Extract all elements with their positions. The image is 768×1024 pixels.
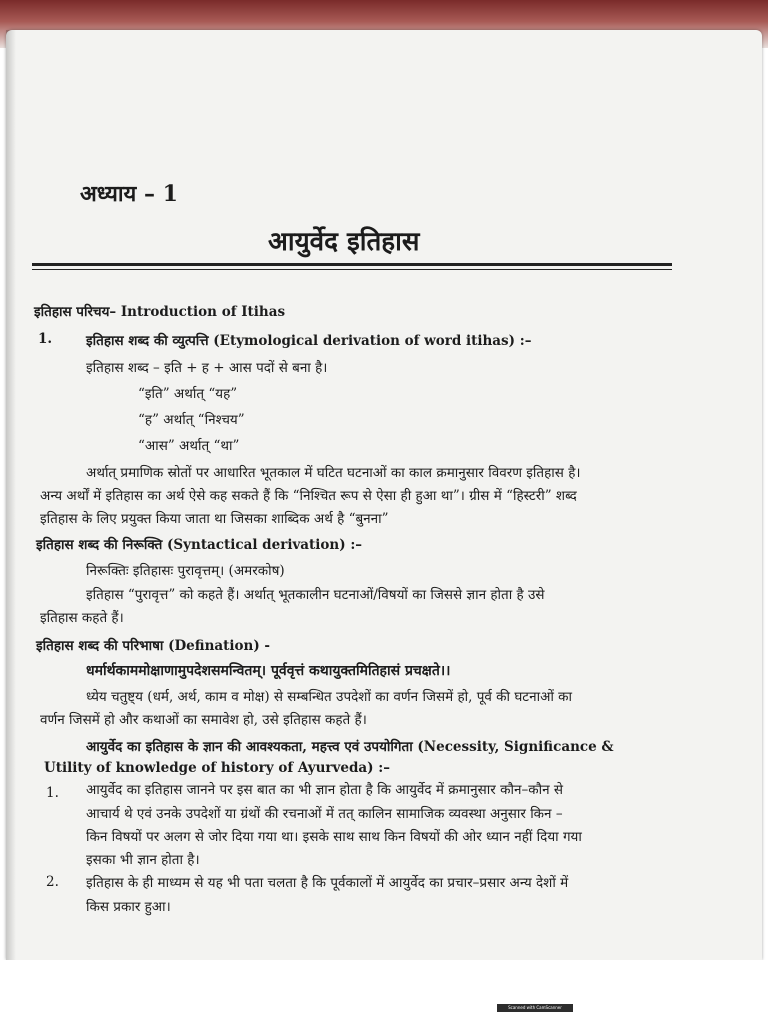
list-number: 1.	[46, 785, 59, 801]
paragraph-line: इतिहास “पुरावृत्त” को कहते हैं। अर्थात् भूतकालीन घटनाओं/विषयों का जिससे ज्ञान होता है उसे	[86, 587, 545, 603]
chapter-title: आयुर्वेद इतिहास	[268, 227, 420, 257]
page-binding-shadow	[6, 30, 16, 960]
list-item-line: आचार्य थे एवं उनके उपदेशों या ग्रंथों की रचनाओं में तत् कालिन सामाजिक व्यवस्था अनुसार किन –	[86, 806, 563, 822]
section-heading-necessity: आयुर्वेद का इतिहास के ज्ञान की आवश्यकता, महत्त्व एवं उपयोगिता (Necessity, Significance &	[86, 739, 614, 755]
section-heading-nirukti: इतिहास शब्द की निरूक्ति (Syntactical derivation) :–	[36, 537, 363, 553]
list-number: 2.	[46, 874, 59, 890]
list-item-line: आयुर्वेद का इतिहास जानने पर इस बात का भी ज्ञान होता है कि आयुर्वेद में क्रमानुसार कौन–कौन से	[86, 782, 563, 798]
list-item-line: किस प्रकार हुआ।	[86, 899, 171, 915]
list-item-line: इसका भी ज्ञान होता है।	[86, 852, 200, 868]
meaning-line: “आस” अर्थात् “था”	[138, 438, 240, 454]
scanner-watermark: Scanned with CamScanner	[497, 1004, 573, 1012]
nirukti-quote: निरूक्तिः इतिहासः पुरावृत्तम्। (अमरकोष)	[86, 563, 285, 579]
section-heading-intro: इतिहास परिचय– Introduction of Itihas	[34, 304, 286, 320]
title-rule-thin	[32, 269, 672, 270]
paragraph-line: ध्येय चतुष्ट्य (धर्म, अर्थ, काम व मोक्ष) से सम्बन्धित उपदेशों का वर्णन जिसमें हो, पूर्व की घटनाओं का	[86, 689, 573, 705]
chapter-number: अध्याय – 1	[80, 181, 178, 207]
meaning-line: “इति” अर्थात् “यह”	[138, 386, 238, 402]
derivation-line: इतिहास शब्द – इति + ह + आस पदों से बना है।	[86, 360, 328, 376]
list-item-line: किन विषयों पर अलग से जोर दिया गया था। इसके साथ साथ किन विषयों की ओर ध्यान नहीं दिया गया	[86, 829, 582, 845]
section-heading-necessity-cont: Utility of knowledge of history of Ayurveda) :–	[44, 760, 390, 776]
paragraph-line: अन्य अर्थों में इतिहास का अर्थ ऐसे कह सकते हैं कि “निश्चित रूप से ऐसा ही हुआ था”। ग्रीस में “हिस्टरी” शब्द	[40, 488, 577, 504]
scan-bottom-margin	[0, 960, 768, 1024]
paragraph-line: इतिहास के लिए प्रयुक्त किया जाता था जिसका शाब्दिक अर्थ है “बुनना”	[40, 511, 389, 527]
list-item-line: इतिहास के ही माध्यम से यह भी पता चलता है कि पूर्वकालों में आयुर्वेद का प्रचार–प्रसार अन्य देशों में	[86, 875, 569, 891]
paragraph-line: वर्णन जिसमें हो और कथाओं का समावेश हो, उसे इतिहास कहते हैं।	[40, 712, 367, 728]
paragraph-line: इतिहास कहते हैं।	[40, 610, 124, 626]
section-heading-definition: इतिहास शब्द की परिभाषा (Defination) -	[36, 638, 271, 654]
sanskrit-verse: धर्मार्थकाममोक्षाणामुपदेशसमन्वितम्। पूर्ववृत्तं कथायुक्तमितिहासं प्रचक्षते।।	[86, 663, 451, 679]
paragraph-line: अर्थात् प्रमाणिक स्रोतों पर आधारित भूतकाल में घटित घटनाओं का काल क्रमानुसार विवरण इतिहास है।	[86, 465, 581, 481]
list-number: 1.	[38, 331, 53, 347]
meaning-line: “ह” अर्थात् “निश्चय”	[138, 412, 245, 428]
etymology-heading: इतिहास शब्द की व्युत्पत्ति (Etymological derivation of word itihas) :–	[86, 333, 532, 349]
title-rule-thick	[32, 263, 672, 266]
